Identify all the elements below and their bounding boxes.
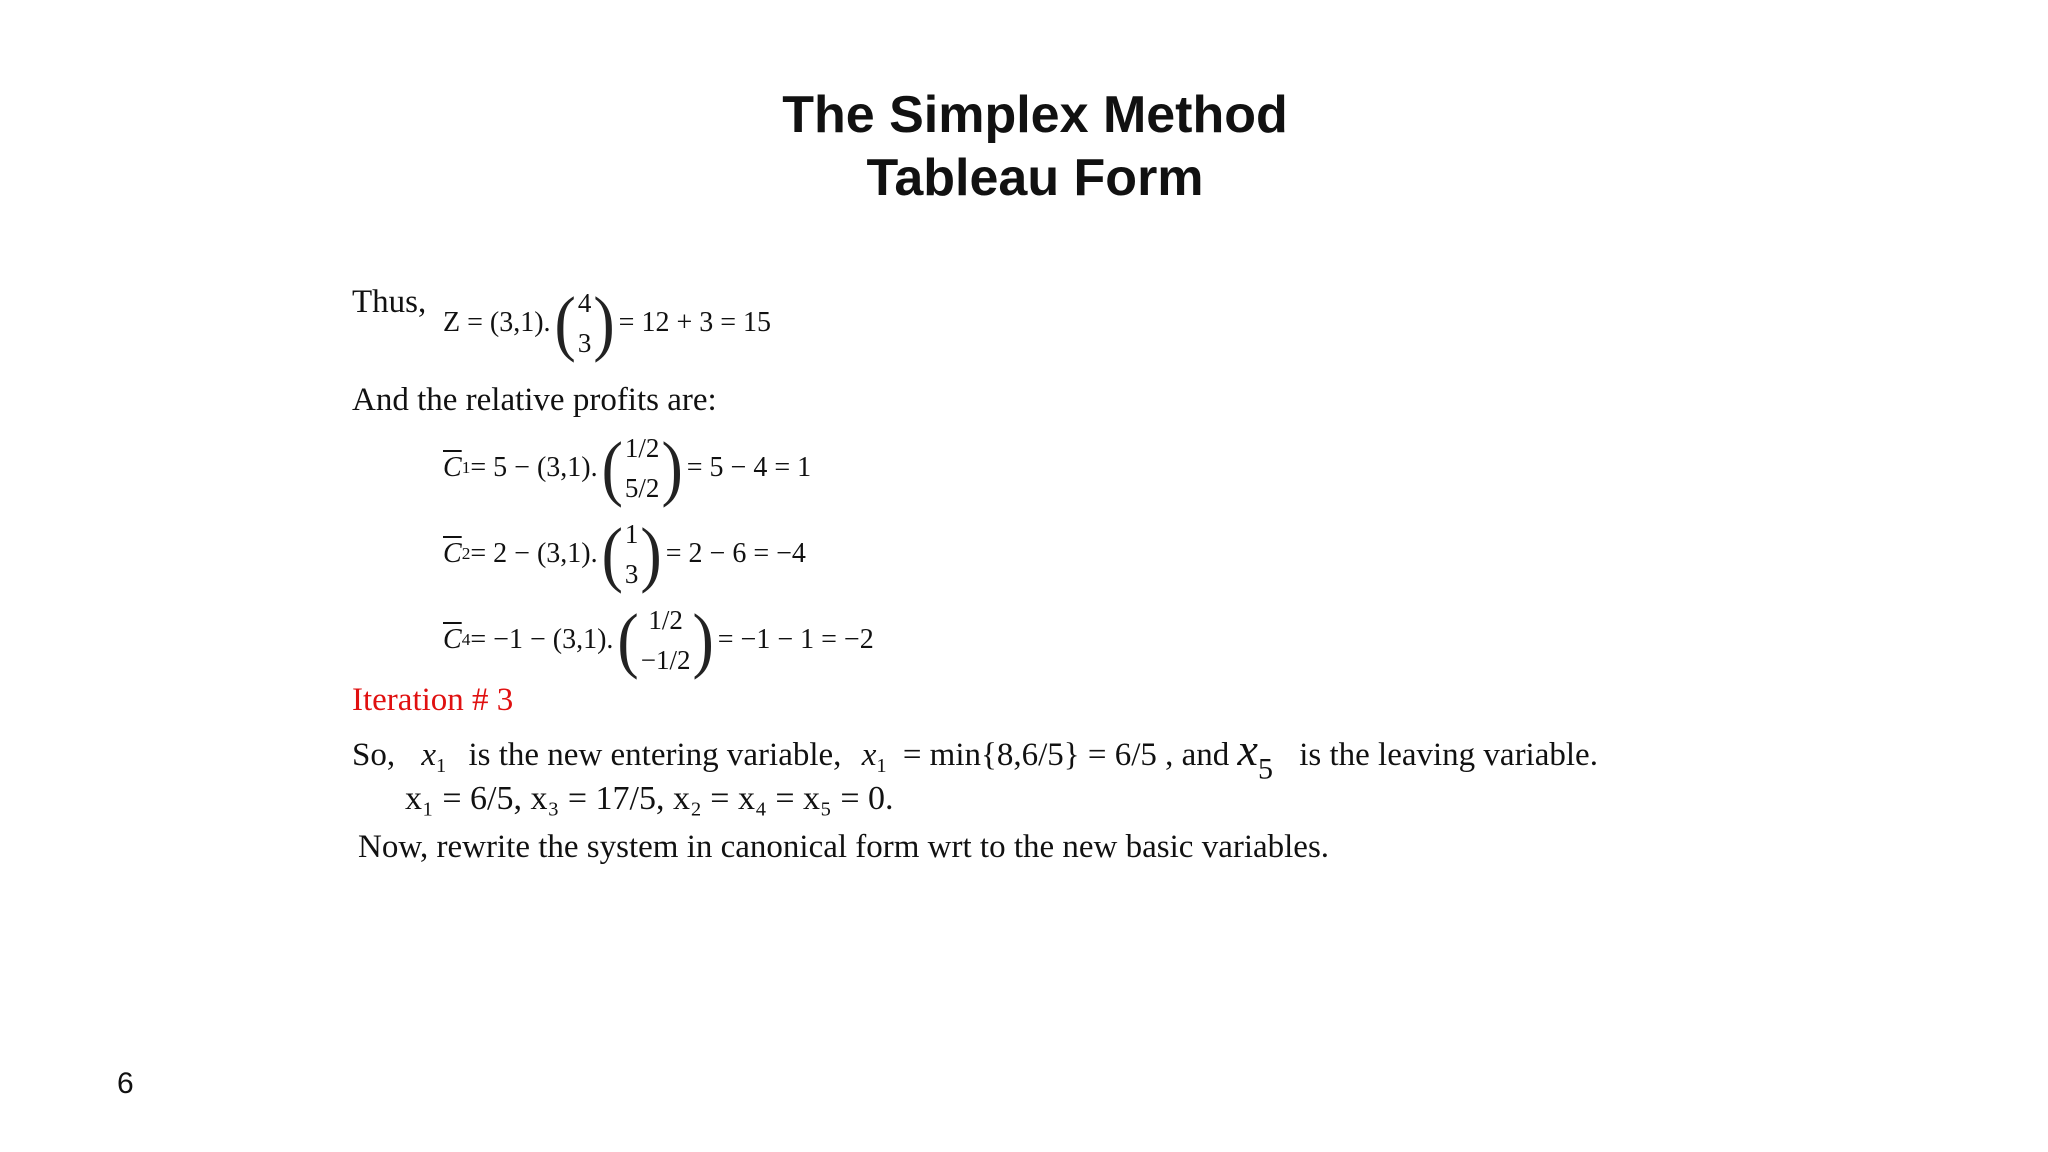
c1-result: = 5 − 4 = 1: [686, 452, 812, 483]
and-text: , and: [1165, 737, 1230, 773]
z-equation: [443, 283, 771, 363]
slide-title-line2: Tableau Form: [866, 149, 1204, 207]
profit-c2: [443, 514, 806, 594]
c2-symbol: $\overline{C}$: [443, 538, 462, 569]
min-x-sub: 1: [876, 755, 887, 778]
relative-profits-label: And the relative profits are:: [352, 382, 717, 418]
entering-mid-text: is the new entering variable,: [468, 737, 842, 773]
page-number: 6: [117, 1067, 134, 1100]
c2-result: = 2 − 6 = −4: [665, 538, 806, 569]
c4-symbol: $\overline{C}$: [443, 624, 462, 655]
thus-label: Thus,: [352, 284, 427, 320]
so-text: So,: [352, 737, 396, 773]
c2-sub: 2: [461, 544, 471, 563]
leaving-x-sub: 5: [1257, 752, 1273, 786]
entering-x-sub: 1: [436, 755, 447, 778]
c2-vector-top: 1: [624, 519, 639, 549]
entering-x: x: [421, 737, 437, 773]
c1-sub: 1: [461, 458, 471, 477]
slide-title-line1: The Simplex Method: [782, 86, 1288, 144]
c4-result: = −1 − 1 = −2: [717, 624, 874, 655]
c1-vector-bottom: 5/2: [624, 473, 660, 503]
profit-c1: [443, 428, 811, 508]
c2-prefix: = 2 − (3,1).: [470, 538, 598, 569]
z-vector-bottom: 3: [577, 328, 592, 358]
z-vector: ( 4 3 ): [554, 281, 615, 364]
z-vector-top: 4: [577, 288, 592, 318]
c4-prefix: = −1 − (3,1).: [470, 624, 614, 655]
c4-vector-top: 1/2: [648, 605, 683, 635]
c1-vector-top: 1/2: [624, 433, 660, 463]
c4-vector: ( 1/2 −1/2 ): [617, 598, 714, 681]
c4-sub: 4: [461, 630, 471, 649]
values-line: x₁ = 6/5, x₃ = 17/5, x₂ = x₄ = x₅ = 0.: [405, 780, 894, 817]
iteration-label: Iteration # 3: [352, 682, 514, 718]
c1-symbol: $\overline{C}$: [443, 452, 462, 483]
profit-c4: [443, 600, 874, 680]
z-rhs: = 12 + 3 = 15: [618, 307, 772, 338]
c1-prefix: = 5 − (3,1).: [470, 452, 598, 483]
rewrite-line: Now, rewrite the system in canonical form wrt to the new basic variables.: [358, 829, 1330, 865]
leaving-end-text: is the leaving variable.: [1299, 737, 1598, 773]
c4-vector-bottom: −1/2: [640, 645, 691, 675]
c2-vector-bottom: 3: [624, 559, 639, 589]
c1-vector: ( 1/2 5/2 ): [601, 426, 683, 509]
c2-vector: ( 1 3 ): [601, 512, 662, 595]
min-expression: = min{8,6/5} = 6/5: [902, 737, 1157, 773]
leaving-x: x: [1237, 724, 1258, 775]
z-lhs: Z = (3,1).: [443, 307, 551, 338]
min-x: x: [861, 737, 877, 773]
